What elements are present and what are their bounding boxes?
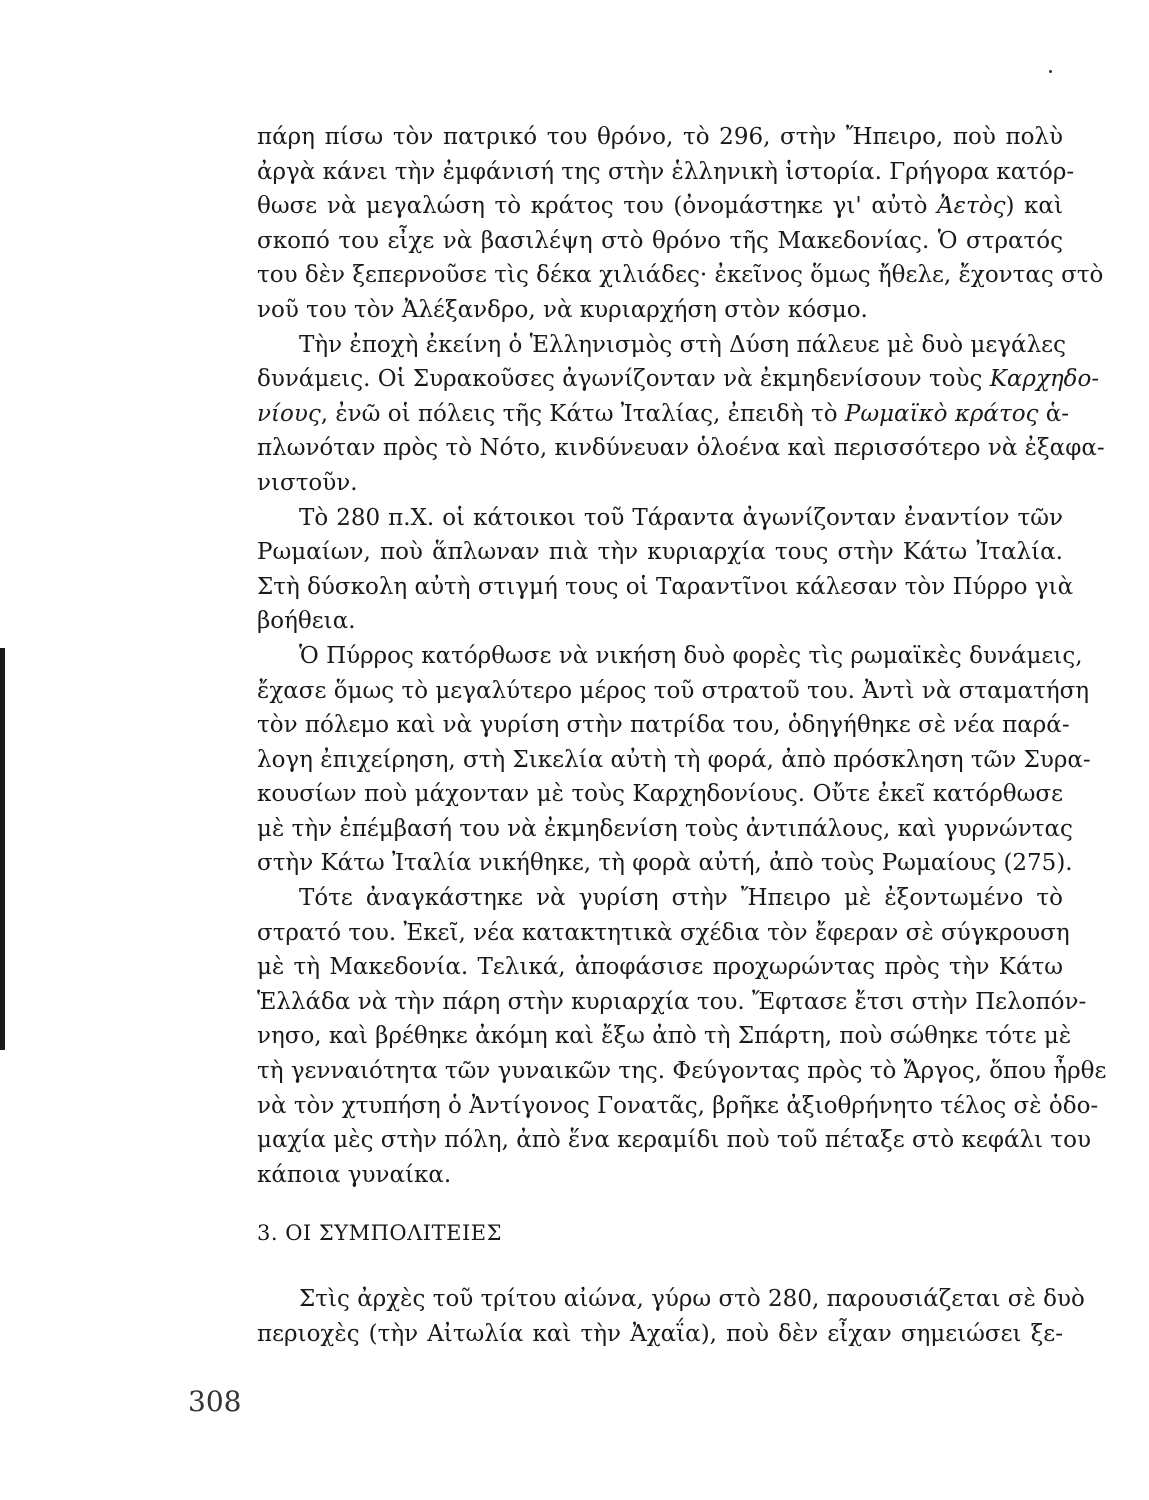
text-line: πλωνόταν πρὸς τὸ Νότο, κινδύνευαν ὁλοένα καὶ περισσότερο νὰ ἐξαφα- [257, 435, 1105, 462]
text-line: μὲ τὴν ἐπέμβασή του νὰ ἐκμηδενίση τοὺς ἀντιπάλους, καὶ γυρνώντας [257, 815, 1073, 842]
text-line: μαχία μὲς στὴν πόλη, ἀπὸ ἕνα κεραμίδι ποὺ τοῦ πέταξε στὸ κεφάλι του [257, 1127, 1091, 1154]
text-line: Τὸ 280 π.Χ. οἱ κάτοικοι τοῦ Τάραντα ἀγωνίζονταν ἐναντίον τῶν [299, 504, 1063, 531]
text-line: σκοπό του εἶχε νὰ βασιλέψη στὸ θρόνο τῆς Μακεδονίας. Ὁ στρατός [257, 227, 1063, 254]
text-line: Τὴν ἐποχὴ ἐκείνη ὁ Ἑλληνισμὸς στὴ Δύση πάλευε μὲ δυὸ μεγάλες [299, 331, 1066, 358]
italic-term: νίους [257, 400, 321, 427]
text-line: βοήθεια. [257, 608, 356, 635]
text-line: νησο, καὶ βρέθηκε ἀκόμη καὶ ἔξω ἀπὸ τὴ Σπάρτη, ποὺ σώθηκε τότε μὲ [257, 1023, 1072, 1050]
text-fragment: ) καὶ [1005, 193, 1063, 220]
text-line [257, 362, 1100, 397]
text-line: κάποια γυναίκα. [257, 1161, 452, 1188]
text-line: στρατό του. Ἐκεῖ, νέα κατακτητικὰ σχέδια τὸν ἔφεραν σὲ σύγκρουση [257, 919, 1070, 946]
scan-dot-mark [1049, 70, 1052, 73]
text-line: του δὲν ξεπερνοῦσε τὶς δέκα χιλιάδες· ἐκεῖνος ὅμως ἤθελε, ἔχοντας στὸ [257, 262, 1104, 289]
text-line: περιοχὲς (τὴν Αἰτωλία καὶ τὴν Ἀχαΐα), ποὺ δὲν εἶχαν σημειώσει ξε- [257, 1320, 1063, 1347]
text-line: ἔχασε ὅμως τὸ μεγαλύτερο μέρος τοῦ στρατοῦ του. Ἀντὶ νὰ σταματήση [257, 677, 1090, 704]
text-fragment: δυνάμεις. Οἱ Συρακοῦσες ἀγωνίζονταν νὰ ἐκμηδενίσουν τοὺς [257, 366, 983, 393]
text-fragment: ἁ- [1045, 400, 1070, 427]
text-line: πάρη πίσω τὸν πατρικό του θρόνο, τὸ 296, στὴν Ἤπειρο, ποὺ πολὺ [257, 124, 1063, 150]
text-line: Στὴ δύσκολη αὐτὴ στιγμή τους οἱ Ταραντῖνοι κάλεσαν τὸν Πύρρο γιὰ [257, 573, 1074, 600]
italic-term: Ρωμαϊκὸ κράτος [844, 400, 1039, 427]
text-line [257, 189, 1063, 224]
body-text [257, 120, 1107, 1192]
text-line: στὴν Κάτω Ἰταλία νικήθηκε, τὴ φορὰ αὐτή, ἀπὸ τοὺς Ρωμαίους (275). [257, 850, 1073, 877]
text-line: νοῦ του τὸν Ἀλέξανδρο, νὰ κυριαρχήση στὸν κόσμο. [257, 296, 868, 323]
italic-term: Ἀετὸς [937, 193, 1006, 220]
text-line: ἀργὰ κάνει τὴν ἐμφάνισή της στὴν ἑλληνικὴ ἱστορία. Γρήγορα κατόρ- [257, 158, 1075, 185]
text-fragment: , ἐνῶ οἱ πόλεις τῆς Κάτω Ἰταλίας, ἐπειδὴ τὸ [320, 400, 838, 427]
text-line: τὸν πόλεμο καὶ νὰ γυρίση στὴν πατρίδα του, ὁδηγήθηκε σὲ νέα παρά- [257, 712, 1070, 739]
page-number: 308 [188, 1385, 242, 1418]
text-line: Ρωμαίων, ποὺ ἅπλωναν πιὰ τὴν κυριαρχία τους στὴν Κάτω Ἰταλία. [257, 539, 1063, 566]
text-fragment: θωσε νὰ μεγαλώση τὸ κράτος του (ὀνομάστηκε γι' αὐτὸ [257, 193, 928, 220]
text-line: νὰ τὸν χτυπήση ὁ Ἀντίγονος Γονατᾶς, βρῆκε ἀξιοθρήνητο τέλος σὲ ὁδο- [257, 1092, 1099, 1119]
text-line: Στὶς ἀρχὲς τοῦ τρίτου αἰώνα, γύρω στὸ 280, παρουσιάζεται σὲ δυὸ [299, 1286, 1085, 1312]
text-line [257, 397, 1070, 432]
text-line: μὲ τὴ Μακεδονία. Τελικά, ἀποφάσισε προχωρώντας πρὸς τὴν Κάτω [257, 954, 1063, 981]
section-heading: 3. ΟΙ ΣΥΜΠΟΛΙΤΕΙΕΣ [257, 1221, 502, 1245]
text-line: Ἑλλάδα νὰ τὴν πάρη στὴν κυριαρχία του. Ἔφτασε ἔτσι στὴν Πελοπόν- [257, 988, 1087, 1015]
text-line: νιστοῦν. [257, 469, 358, 496]
text-line: λογη ἐπιχείρηση, στὴ Σικελία αὐτὴ τὴ φορά, ἀπὸ πρόσκληση τῶν Συρα- [257, 746, 1091, 773]
scan-edge-mark [0, 648, 5, 1050]
section-text [257, 1282, 1085, 1351]
text-line: τὴ γενναιότητα τῶν γυναικῶν της. Φεύγοντας πρὸς τὸ Ἄργος, ὅπου ἦρθε [257, 1058, 1107, 1085]
text-line: Τότε ἀναγκάστηκε νὰ γυρίση στὴν Ἤπειρο μὲ ἐξοντωμένο τὸ [299, 885, 1063, 912]
text-line: κουσίων ποὺ μάχονταν μὲ τοὺς Καρχηδονίους. Οὔτε ἐκεῖ κατόρθωσε [257, 781, 1063, 808]
italic-term: Καρχηδο- [989, 366, 1100, 393]
text-line: Ὁ Πύρρος κατόρθωσε νὰ νικήση δυὸ φορὲς τὶς ρωμαϊκὲς δυνάμεις, [299, 642, 1083, 669]
